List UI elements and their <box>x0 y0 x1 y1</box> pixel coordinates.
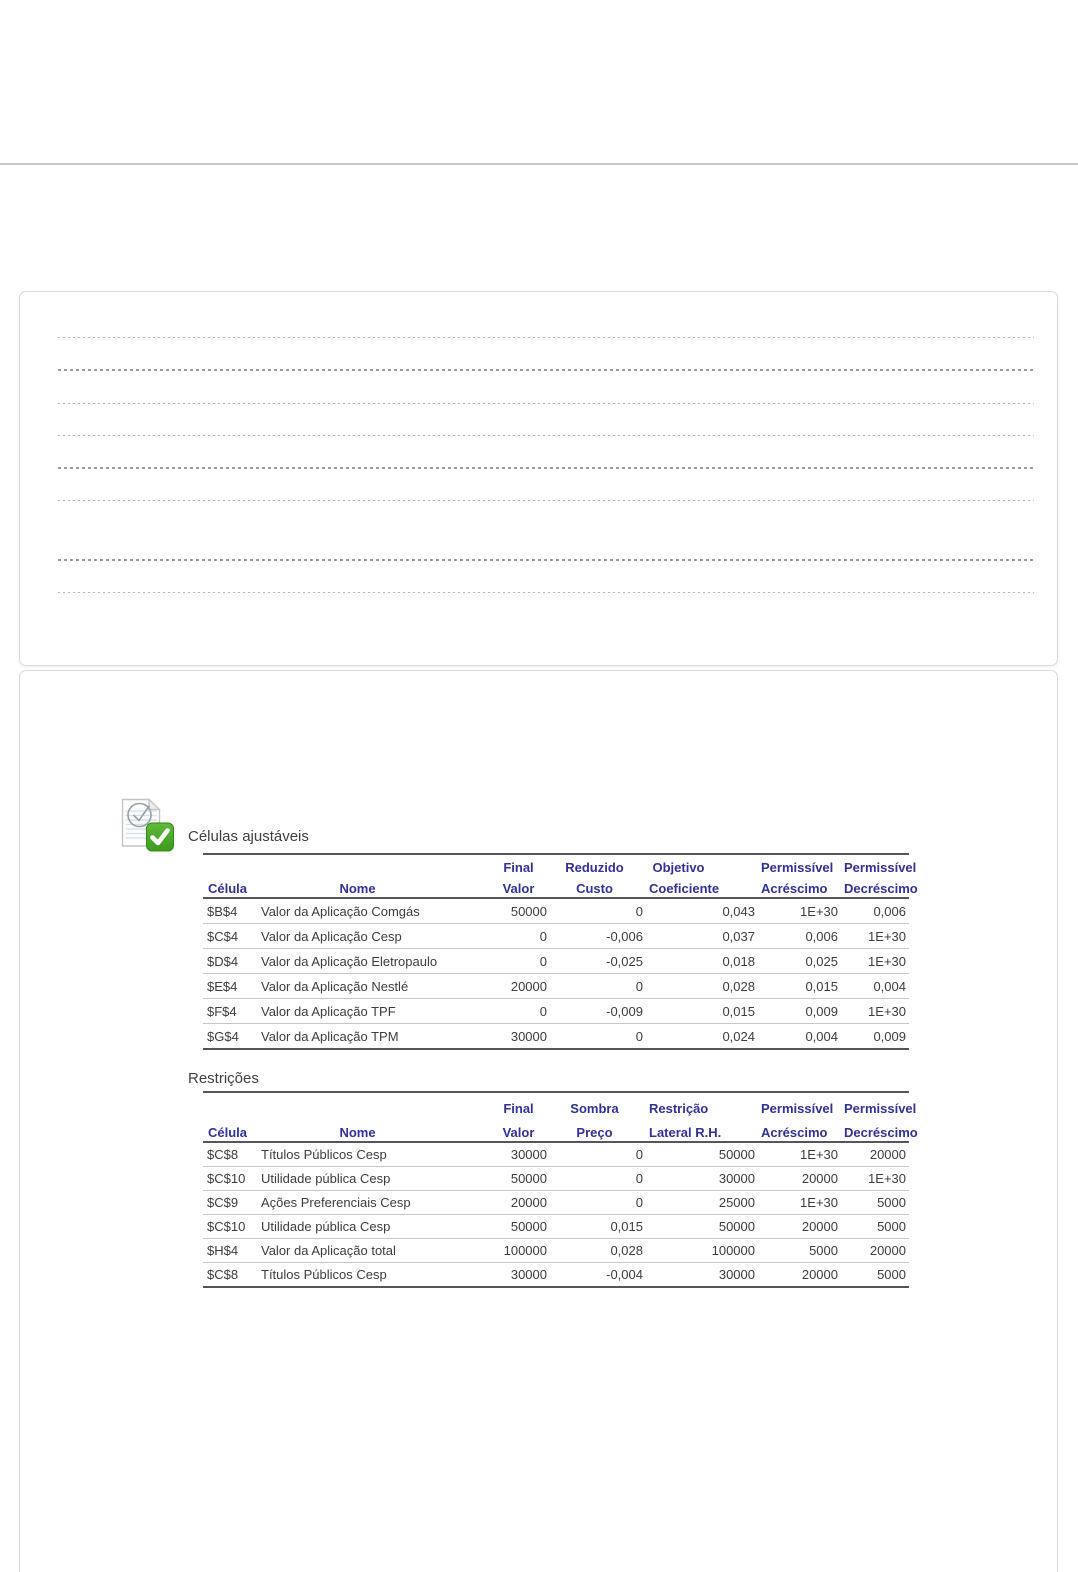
ruled-line <box>58 337 1034 338</box>
table-cell: 5000 <box>841 1191 909 1215</box>
table-cell: 0 <box>460 949 550 974</box>
table-cell: 0 <box>550 974 646 999</box>
table-cell: 20000 <box>758 1167 841 1191</box>
table-row <box>203 1024 909 1050</box>
table-cell: 1E+30 <box>758 1142 841 1167</box>
table-row <box>203 999 909 1024</box>
table-cell: 0,015 <box>646 999 758 1024</box>
table-cell: $F$4 <box>203 999 255 1024</box>
column-header <box>203 1092 255 1117</box>
table-cell: $H$4 <box>203 1239 255 1263</box>
table-cell: 0,028 <box>646 974 758 999</box>
column-header <box>203 854 255 876</box>
constraints-table <box>203 1091 918 1288</box>
header-row-top <box>203 1092 909 1117</box>
column-header: Valor <box>460 876 550 898</box>
ruled-line <box>58 369 1034 371</box>
column-header: Valor <box>460 1117 550 1142</box>
table-cell: 50000 <box>646 1142 758 1167</box>
table-cell: 5000 <box>841 1263 909 1288</box>
ruled-line <box>58 500 1034 501</box>
table-cell: 0,006 <box>841 898 909 924</box>
ruled-line <box>58 559 1034 561</box>
section-title-constraints: Restrições <box>188 1070 259 1087</box>
table-row <box>203 1142 909 1167</box>
table-cell: 1E+30 <box>841 949 909 974</box>
check-badge-icon <box>147 823 174 851</box>
table-cell: 0 <box>550 898 646 924</box>
table-cell: Utilidade pública Cesp <box>255 1215 460 1239</box>
table-cell: 0,004 <box>841 974 909 999</box>
column-header: Decréscimo <box>841 1117 909 1142</box>
table-cell: $B$4 <box>203 898 255 924</box>
ruled-line <box>58 592 1034 593</box>
table-cell: 30000 <box>646 1167 758 1191</box>
ruled-line <box>58 403 1034 404</box>
table-cell: 1E+30 <box>841 1167 909 1191</box>
table-cell: 1E+30 <box>758 898 841 924</box>
table-cell: 0 <box>550 1191 646 1215</box>
section-title-adjustable-cells: Células ajustáveis <box>188 828 309 845</box>
table-cell: 50000 <box>646 1215 758 1239</box>
column-header: Final <box>460 854 550 876</box>
table-cell: 0,009 <box>758 999 841 1024</box>
column-header <box>255 1092 460 1117</box>
table-cell: 50000 <box>460 898 550 924</box>
notes-panel <box>19 291 1058 666</box>
table-cell: 30000 <box>646 1263 758 1288</box>
column-header: Custo <box>550 876 646 898</box>
table-cell: Valor da Aplicação Eletropaulo <box>255 949 460 974</box>
document-icon <box>121 798 175 854</box>
column-header: Permissível <box>841 854 909 876</box>
table-cell: 20000 <box>841 1239 909 1263</box>
table-cell: 100000 <box>460 1239 550 1263</box>
table-cell: 5000 <box>758 1239 841 1263</box>
table-cell: Títulos Públicos Cesp <box>255 1142 460 1167</box>
table-cell: Valor da Aplicação TPF <box>255 999 460 1024</box>
table-cell: 20000 <box>460 1191 550 1215</box>
table-cell: 0,037 <box>646 924 758 949</box>
table-row <box>203 1191 909 1215</box>
column-header: Acréscimo <box>758 876 841 898</box>
table-cell: 1E+30 <box>841 999 909 1024</box>
table-cell: 0,009 <box>841 1024 909 1050</box>
column-header: Objetivo <box>646 854 758 876</box>
header-row-bottom <box>203 876 909 898</box>
table-cell: 0,028 <box>550 1239 646 1263</box>
top-divider <box>0 163 1078 165</box>
table-row <box>203 1215 909 1239</box>
table-cell: 5000 <box>841 1215 909 1239</box>
table-cell: 0,025 <box>758 949 841 974</box>
header-row-bottom <box>203 1117 909 1142</box>
table-row <box>203 974 909 999</box>
table-cell: $C$10 <box>203 1167 255 1191</box>
table-cell: 50000 <box>460 1167 550 1191</box>
table-cell: 20000 <box>758 1215 841 1239</box>
table-cell: 0 <box>460 999 550 1024</box>
table-cell: $G$4 <box>203 1024 255 1050</box>
table-cell: 30000 <box>460 1024 550 1050</box>
column-header: Permissível <box>841 1092 909 1117</box>
table-cell: -0,009 <box>550 999 646 1024</box>
table-cell: 0 <box>550 1024 646 1050</box>
ruled-line <box>58 467 1034 469</box>
table-cell: 1E+30 <box>758 1191 841 1215</box>
table-cell: 30000 <box>460 1263 550 1288</box>
column-header: Permissível <box>758 1092 841 1117</box>
table-cell: 1E+30 <box>841 924 909 949</box>
table-cell: -0,006 <box>550 924 646 949</box>
report-check-icon <box>121 798 175 854</box>
table-cell: $D$4 <box>203 949 255 974</box>
table-cell: $E$4 <box>203 974 255 999</box>
table-row <box>203 898 909 924</box>
table-cell: 50000 <box>460 1215 550 1239</box>
adjustable-cells-table <box>203 853 918 1050</box>
table-cell: Valor da Aplicação Cesp <box>255 924 460 949</box>
table-cell: $C$8 <box>203 1263 255 1288</box>
table-cell: Valor da Aplicação Comgás <box>255 898 460 924</box>
column-header: Restrição <box>646 1092 758 1117</box>
table-cell: 0 <box>550 1167 646 1191</box>
table-cell: 20000 <box>841 1142 909 1167</box>
table-row <box>203 1263 909 1288</box>
column-header: Permissível <box>758 854 841 876</box>
table-row <box>203 1167 909 1191</box>
column-header: Final <box>460 1092 550 1117</box>
table-cell: 0,015 <box>550 1215 646 1239</box>
table-cell: Valor da Aplicação total <box>255 1239 460 1263</box>
table-row <box>203 1239 909 1263</box>
table-cell: Valor da Aplicação TPM <box>255 1024 460 1050</box>
table-cell: $C$10 <box>203 1215 255 1239</box>
table-cell: 30000 <box>460 1142 550 1167</box>
column-header: Nome <box>255 876 460 898</box>
column-header: Reduzido <box>550 854 646 876</box>
table-cell: 0,006 <box>758 924 841 949</box>
column-header: Preço <box>550 1117 646 1142</box>
table-cell: 100000 <box>646 1239 758 1263</box>
table-cell: Utilidade pública Cesp <box>255 1167 460 1191</box>
column-header <box>255 854 460 876</box>
table-cell: 0 <box>550 1142 646 1167</box>
table-cell: 0,018 <box>646 949 758 974</box>
column-header: Coeficiente <box>646 876 758 898</box>
table-cell: 0,004 <box>758 1024 841 1050</box>
table-cell: Ações Preferenciais Cesp <box>255 1191 460 1215</box>
table-cell: $C$8 <box>203 1142 255 1167</box>
column-header: Lateral R.H. <box>646 1117 758 1142</box>
table-cell: Títulos Públicos Cesp <box>255 1263 460 1288</box>
column-header: Nome <box>255 1117 460 1142</box>
table-cell: 0,024 <box>646 1024 758 1050</box>
column-header: Célula <box>203 876 255 898</box>
table-row <box>203 924 909 949</box>
column-header: Decréscimo <box>841 876 909 898</box>
table-cell: 0,043 <box>646 898 758 924</box>
column-header: Célula <box>203 1117 255 1142</box>
table-cell: 0,015 <box>758 974 841 999</box>
table-cell: 20000 <box>460 974 550 999</box>
header-row-top <box>203 854 909 876</box>
table-cell: 25000 <box>646 1191 758 1215</box>
table-cell: 20000 <box>758 1263 841 1288</box>
column-header: Acréscimo <box>758 1117 841 1142</box>
column-header: Sombra <box>550 1092 646 1117</box>
table-cell: -0,004 <box>550 1263 646 1288</box>
table-row <box>203 949 909 974</box>
table-cell: -0,025 <box>550 949 646 974</box>
table-cell: Valor da Aplicação Nestlé <box>255 974 460 999</box>
table-cell: $C$4 <box>203 924 255 949</box>
ruled-line <box>58 435 1034 436</box>
table-cell: $C$9 <box>203 1191 255 1215</box>
table-cell: 0 <box>460 924 550 949</box>
